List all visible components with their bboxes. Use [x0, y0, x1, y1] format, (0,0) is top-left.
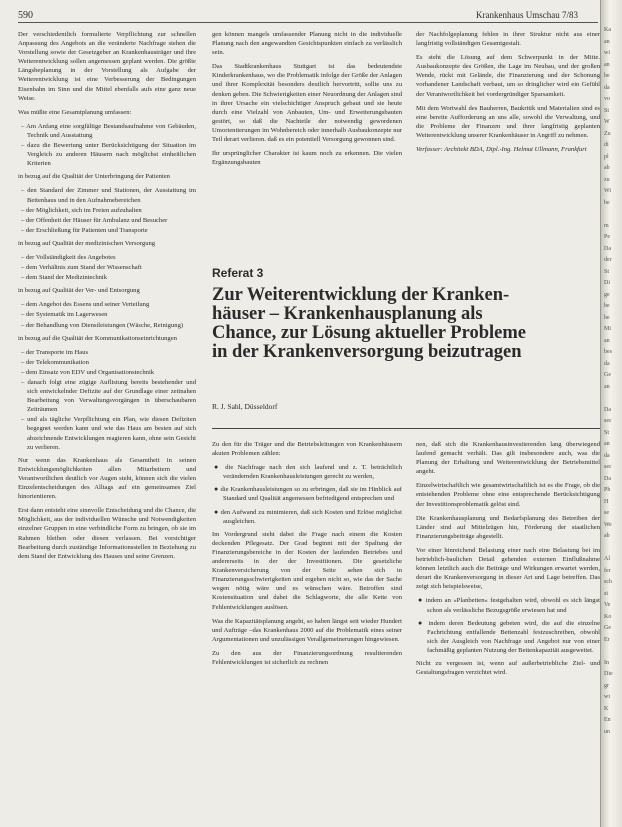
- list: [18, 186, 196, 234]
- paragraph: in bezug auf Qualität der medizinischen Versorgung: [18, 239, 156, 247]
- list-item: – und als tägliche Verpflichtung ein Plan, wie diesen Defiziten begegnet werden kann und wie das Haus am besten auf sich abzeichnende Entwicklungen reagieren kann, ohne sein Gesicht zu verlieren.: [21, 416, 196, 451]
- facing-page-text: Ka an wi an be da vo St W Zu di pl ab zu Wi be m Pe Da der St Di ge be be Mi an bes da Ge an Da sec St an da sec Da Ph H se We ab Al fer sch st Ve Ko Ge Er In Die gr wi K En un: [604, 27, 613, 735]
- bullet-item: ● indem deren Bedeutung gebeten wird, die auf die einzelne Fachrichtung entfallende Bettenzahl festzuschreiben, obwohl sich der Ausgleich von Nachfrage und Angebot nur von einer fachmäßig geplanten Nutzung der Bettenkapazität ausgeweitet.: [416, 619, 600, 655]
- list: [18, 348, 196, 452]
- list-item: – der Erschließung für Patienten und Transporte: [21, 226, 148, 234]
- list-item: – der Vollständigkeit des Angebotes: [21, 253, 116, 261]
- list-item: – Am Anfang eine sorgfältige Bestandsaufnahme von Gebäuden, Technik und Ausstattung: [21, 122, 196, 139]
- paragraph: nen, daß sich die Krankenhausinvestierenden lang überwiegend laufend gemacht verhält. Das gilt insbesondere auch, was die Planung der Erhaltung und Weiterentwicklung der Betriebsmittel angeht.: [416, 441, 600, 476]
- paragraph: Der verschiedentlich formulierte Verpflichtung zur schnellen Anpassung des Angebots an die veränderte Nachfrage stehen die Vorstellung sowie der Gesetzgeber an Krankenhausträger und ihre Weiterentwicklung sollen angemessen geplant werden. Die größte Längsbeplanung in der Vorstellung als Aufgabe der Weiterentwicklung ist eine Verbesserung der Bedingungen Eisenbahn im Sinn und die Mittel ebenfalls aufs eine ganz neue Weise.: [18, 31, 196, 102]
- paragraph: Einzelwirtschaftlich wie gesamtwirtschaftlich ist es die Frage, ob die entstehenden Probleme ohne eine entsprechende Berücksichtigung der Investitionsproblematik gelöst sind.: [416, 482, 600, 508]
- bullet-item: ● die Krankenhausleistungen so zu erbringen, daß sie im Hinblick auf Standard und Qualität angemessen befriedigend entsprechen und: [212, 485, 402, 503]
- paragraph: Nicht zu vergessen ist, wenn auf außerbetriebliche Ziel- und Gestaltungsfragen verzichtet wird.: [416, 659, 600, 677]
- paragraph: in bezug auf die Qualität der Unterbringung der Patienten: [18, 173, 170, 181]
- column-2-bottom: [212, 440, 402, 820]
- paragraph: der Nachfolgeplanung fehlen in ihrer Struktur nicht aus einer langfristig vollständigen Gesamtgestalt.: [416, 31, 600, 48]
- referat-label: Referat 3: [212, 266, 264, 280]
- paragraph: Vor einer hinreichend Belastung einer nach eine Belastung bei im betrieblich-baulichen Detail gehenden externen Einflußnahme können letztlich auch die Beiträge und Wirkungen erwartet werden, derart die Krankenversorgung in dieser Art und Lage betreffen. Das zeigt sich beispielsweise,: [416, 546, 600, 591]
- running-title: Krankenhaus Umschau 7/83: [476, 10, 578, 20]
- paragraph: Mit dem Wortwahl des Bauherren, Baukritik und Materialien sind es eine bereite Aufforderung an uns alle, sowohl die Verwaltung, und die Probleme der Finanzen und ihrer langfristig geplanten Weiterentwicklung unserer Krankenhäuser in Angriff zu nehmen.: [416, 104, 600, 139]
- bullet-item: ● indem an »Planbetten« festgehalten wird, obwohl es sich längst schon als verlässliche Bezugsgröße erwiesen hat und: [416, 596, 600, 614]
- title-rule: [212, 428, 600, 429]
- column-1: [18, 30, 196, 818]
- column-2-top: [212, 30, 402, 240]
- list-item: – dazu die Bewertung unter Berücksichtigung der Situation im Vergleich zu anderen Häusern nach möglichst einheitlichen Kriterien: [21, 142, 196, 168]
- list: [18, 300, 196, 329]
- bullet-item: ● den Aufwand zu minimieren, daß sich Kosten und Erlöse möglichst ausgleichen.: [212, 508, 402, 526]
- bullet-list: [416, 596, 600, 655]
- article-title: Zur Weiterentwicklung der Kranken- häuser – Krankenhausplanung als Chance, zur Lösung aktueller Probleme in der Krankenversorgung beizutragen: [212, 285, 526, 362]
- paragraph: Was die Kapazitätsplanung angeht, so haben längst seit wieder Hundert und Aufträge –das Krankenhaus 2000 auf die Problematik eines seiner Argumentationen und unzulässigen Verallgemeinerungen hingewiesen.: [212, 617, 402, 643]
- paragraph: Ihr ursprünglicher Charakter ist kaum noch zu erkennen. Die vielen Ergänzungsbauten: [212, 150, 402, 167]
- list-item: – dem Angebot des Essens und seiner Verteilung: [21, 301, 150, 309]
- paragraph: Zu den aus der Finanzierungsordnung resultierenden Fehlentwicklungen ist sicherlich zu rechnen: [212, 649, 402, 666]
- bullet-list: [212, 463, 402, 526]
- list-item: – der Offenheit der Häuser für Ambulanz und Besucher: [21, 216, 168, 224]
- list-item: – den Standard der Zimmer und Stationen, der Ausstattung im Bettenhaus und in den Aufnahmebereichen: [21, 187, 196, 204]
- paragraph: Nur wenn das Krankenhaus als Gesamtheit in seinen Entwicklungsmöglichkeiten allen Mitarbeitern und Verantwortlichen deutlich vor Augen steht, können sich die vielen Einzelentscheidungen des Alltags auf ein gemeinsames Ziel hinorientieren.: [18, 456, 196, 501]
- list-item: – dem Stand der Medizintechnik: [21, 274, 108, 282]
- list: [18, 122, 196, 168]
- paragraph: Zu den für die Träger und die Betriebsleitungen von Krankenhäusern akuten Problemen zählen:: [212, 441, 402, 458]
- list-item: – der Möglichkeit, sich im Freien aufzuhalten: [21, 206, 142, 214]
- list-item: – danach folgt eine zügige Auflistung bereits bestehender und sich entwickelnder Defizite auf der Grundlage einer zeitnahen Bearbeitung von Verwaltungsvorgängen in überschaubaren Zeiträumen: [21, 379, 196, 414]
- paragraph: Die Krankenhausplanung und Bedarfsplanung des Betreiben der Länder sind auf Mittelzügen hin, Förderung der staatlichen Finanzierungsbeiträge abgestellt.: [416, 514, 600, 540]
- article-author: R. J. Sahl, Düsseldorf: [212, 402, 278, 411]
- paragraph: Was müßte eine Gesamtplanung umfassen:: [18, 108, 132, 116]
- header-rule: [18, 22, 598, 23]
- page-number: 590: [18, 10, 33, 21]
- bullet-item: ● die Nachfrage nach den sich laufend und z. T. beträchtlich verändernden Krankenhausleistungen gerecht zu werden,: [212, 463, 402, 481]
- column-3-top: [416, 30, 600, 240]
- paragraph: Das Stadtkrankenhaus Stuttgart ist das bedeutendste Kinderkrankenhaus, wo die Problematik infolge der Größe der Anlagen und ihrer Komplexität besonders deutlich hervortritt, sollte uns zu denken geben. Die Schwierigkeiten einer Neuordnung der Anlagen sind in ihrer Ursache ein vielschichtiger Anspruch gebaut und sie heute durch eine Vielzahl von Anbauten, Um- und Erweiterungsbauten gestört, so daß die Nachteile der notwendig gewordenen Umorientierungen im Wohnbereich oder innerhalb Ausbaukonzepte nur Teil derart verlieren. daß es ein potentiell Versorgung gewonnen sind.: [212, 63, 402, 144]
- list-item: – der Telekommunikation: [21, 358, 89, 366]
- list-item: – der Systematik im Lagerwesen: [21, 311, 108, 319]
- paragraph: in bezug auf die Qualität der Kommunikationseinrichtungen: [18, 334, 177, 342]
- column-3-bottom: [416, 440, 600, 820]
- list-item: – der Behandlung von Dienstleistungen (Wäsche, Reinigung): [21, 321, 184, 329]
- facing-page-edge: [600, 0, 622, 827]
- paragraph: Im Vordergrund steht dabei die Frage nach einem die Kosten deckenden Pflegesatz. Der Grad beginnt mit der Spaltung der Finanzierungsbereiche in der Kosten der laufenden Betriebes und andererseits in der der Investitionen. Die gesetzliche Krankenversicherung von der Seite sehen sich in Finanzierungsschwierigkeiten und ergehen nicht so, wie das der Sache wegen nötig wäre und es wünschen wäre. Betroffen sind Kostensituation und dabei die Schlagworte, die alle Kette von Fehlentwicklungen auslösen.: [212, 530, 402, 611]
- list-item: – dem Verhältnis zum Stand der Wissenschaft: [21, 264, 142, 272]
- author-note: Verfasser: Architekt BDA, Dipl.-Ing. Helmut Ullmann, Frankfurt: [416, 146, 587, 154]
- paragraph: gen können mangels umfassender Planung nicht in die individuelle Planung nach den angewandten Gesichtspunkten einfach zu verlässlich sein.: [212, 31, 402, 57]
- paragraph: in bezug auf Qualität der Ver- und Entsorgung: [18, 287, 140, 295]
- paragraph: Erst dann entsteht eine sinnvolle Entscheidung und die Chance, die Möglichkeit, aus der individuellen Wünsche und Notwendigkeiten einzelner Gruppen in eine verbindliche Form zu bringen, ob sie im Rahmen bleiben oder diesen verlassen. Bei vorsichtiger Bearbeitung durch zuständige Informationsstellen in Beziehung zu dem Stand der Entwicklung des Hauses und seine Grenzen.: [18, 507, 196, 560]
- list-item: – dem Einsatz von EDV und Organisationstechnik: [21, 368, 155, 376]
- paragraph: Es steht die Lösung auf dem Schwerpunkt in der Mitte. Ausbaukonzepte des Größen, die Lage im Neubau, und der großen Wende, rückt mit Gelände, die Finanzierung und der Schonung vorhandener Landschaft verbaut, um so dringlicher wird ein Gefühl der Verantwortlichkeit bei vordergründiger Sparsamkeit.: [416, 54, 600, 98]
- list: [18, 253, 196, 282]
- list-item: – der Transporte im Haus: [21, 348, 89, 356]
